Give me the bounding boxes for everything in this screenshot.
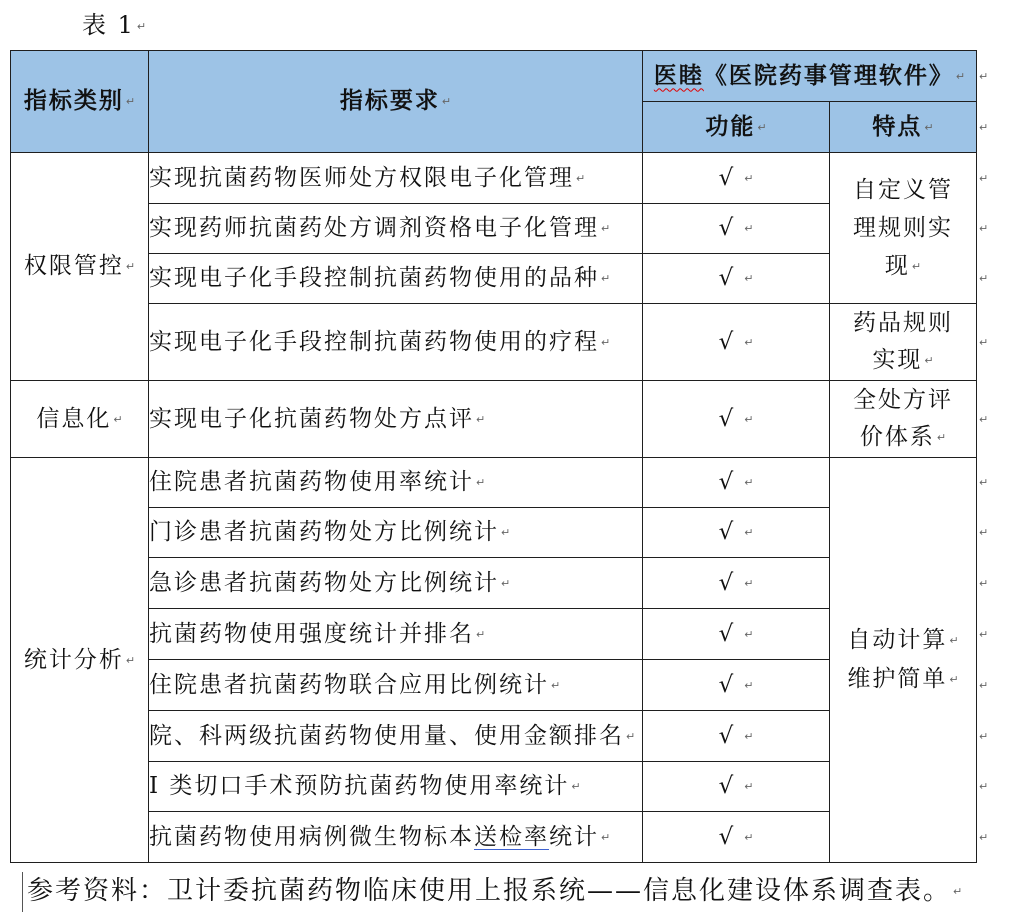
header-requirement-cell: [149, 51, 643, 153]
row-end-mark: [977, 824, 988, 850]
feature-cell: [830, 458, 977, 863]
category-label: 信息化 ↵: [36, 406, 122, 432]
row-end-cell: [977, 458, 1007, 508]
feature-cell: [830, 381, 977, 458]
row-end-mark: [977, 773, 988, 799]
requirement-cell: [149, 711, 643, 762]
requirement-cell: [149, 762, 643, 812]
requirement-text: 实现抗菌药物医师处方权限电子化管理 ↵: [149, 165, 585, 191]
row-end-cell: [977, 204, 1007, 254]
table-caption: 表 1 ↵: [82, 11, 146, 39]
reference-text: 参考资料：卫计委抗菌药物临床使用上报系统——信息化建设体系调查表。 ↵: [27, 876, 962, 906]
row-end-cell: [977, 508, 1007, 558]
row-end-mark: [977, 469, 988, 495]
requirement-cell: [149, 508, 643, 558]
category-label: 统计分析 ↵: [24, 647, 135, 673]
header-feature-cell: [830, 102, 977, 153]
row-end-mark: [977, 114, 988, 140]
requirement-text: 实现电子化手段控制抗菌药物使用的疗程 ↵: [149, 329, 610, 355]
header-software-name: 《医院药事管理软件》 ↵: [704, 62, 965, 89]
header-feature: 特点 ↵: [872, 113, 933, 140]
checkmark: √ ↵: [719, 265, 754, 291]
requirement-text: 抗菌药物使用强度统计并排名 ↵: [149, 621, 485, 647]
requirement-text-grammar-flag: 送检率: [474, 823, 549, 850]
table-row: [11, 381, 1007, 458]
table-row: [11, 153, 1007, 204]
feature-line: 维护简单 ↵: [830, 660, 976, 699]
feature-line: 自动计算 ↵: [830, 621, 976, 660]
checkmark: √ ↵: [719, 406, 754, 432]
checkmark: √ ↵: [719, 723, 754, 749]
requirement-text-part: 抗菌药物使用病例微生物标本: [149, 823, 474, 850]
row-end-mark: [977, 723, 988, 749]
requirement-text: 实现药师抗菌药处方调剂资格电子化管理 ↵: [149, 215, 610, 241]
function-cell: [643, 254, 830, 304]
requirement-text: 门诊患者抗菌药物处方比例统计 ↵: [149, 519, 510, 545]
function-cell: [643, 204, 830, 254]
row-end-cell: [977, 558, 1007, 609]
reference-note: [27, 873, 962, 910]
checkmark: √ ↵: [719, 824, 754, 850]
row-end-cell: [977, 153, 1007, 204]
requirement-text: 院、科两级抗菌药物使用量、使用金额排名 ↵: [149, 723, 635, 749]
checkmark: √ ↵: [719, 519, 754, 545]
row-end-mark: [977, 265, 988, 291]
table-row: [11, 304, 1007, 381]
row-end-cell: [977, 51, 1007, 102]
category-cell-statistics: [11, 458, 149, 863]
checkmark: √ ↵: [719, 215, 754, 241]
header-requirement: 指标要求 ↵: [340, 87, 451, 114]
checkmark: √ ↵: [719, 165, 754, 191]
requirement-text: 实现电子化手段控制抗菌药物使用的品种 ↵: [149, 265, 610, 291]
header-category-cell: [11, 51, 149, 153]
text-cursor: [22, 872, 23, 912]
requirement-text: 住院患者抗菌药物使用率统计 ↵: [149, 469, 485, 495]
requirement-text: 住院患者抗菌药物联合应用比例统计 ↵: [149, 672, 560, 698]
header-category: 指标类别 ↵: [24, 87, 135, 114]
row-end-mark: [977, 329, 988, 355]
requirement-cell: [149, 254, 643, 304]
header-function-cell: [643, 102, 830, 153]
function-cell: [643, 304, 830, 381]
feature-line: 全处方评: [853, 386, 953, 413]
row-end-cell: [977, 102, 1007, 153]
indicator-table: [10, 50, 1007, 863]
row-end-mark: [977, 215, 988, 241]
row-end-cell: [977, 711, 1007, 762]
requirement-cell: [149, 304, 643, 381]
row-end-mark: [977, 672, 988, 698]
feature-line: 实现 ↵: [830, 342, 976, 380]
function-cell: [643, 762, 830, 812]
row-end-cell: [977, 304, 1007, 381]
checkmark: √ ↵: [719, 672, 754, 698]
row-end-mark: [977, 519, 988, 545]
row-end-cell: [977, 609, 1007, 660]
function-cell: [643, 609, 830, 660]
feature-line: 理规则实: [853, 214, 953, 241]
checkmark: √ ↵: [719, 570, 754, 596]
row-end-mark: [977, 621, 988, 647]
function-cell: [643, 508, 830, 558]
requirement-text: 急诊患者抗菌药物处方比例统计 ↵: [149, 570, 510, 596]
category-cell-informatization: [11, 381, 149, 458]
function-cell: [643, 558, 830, 609]
row-end-mark: [977, 570, 988, 596]
function-cell: [643, 711, 830, 762]
checkmark: √ ↵: [719, 621, 754, 647]
function-cell: [643, 660, 830, 711]
row-end-mark: [977, 165, 988, 191]
requirement-text-part: 统计 ↵: [549, 824, 610, 850]
requirement-cell: [149, 558, 643, 609]
header-function: 功能 ↵: [705, 113, 766, 140]
row-end-mark: [977, 63, 988, 89]
category-label: 权限管控 ↵: [24, 253, 135, 279]
requirement-text: I 类切口手术预防抗菌药物使用率统计 ↵: [149, 773, 581, 799]
requirement-cell: [149, 660, 643, 711]
requirement-cell: [149, 204, 643, 254]
header-software-cell: [643, 51, 977, 102]
table-row: [11, 458, 1007, 508]
feature-line: 价体系 ↵: [830, 419, 976, 457]
feature-line: 自定义管: [853, 176, 953, 203]
function-cell: [643, 381, 830, 458]
requirement-cell: [149, 153, 643, 204]
feature-cell: [830, 153, 977, 304]
checkmark: √ ↵: [719, 773, 754, 799]
row-end-cell: [977, 660, 1007, 711]
feature-cell: [830, 304, 977, 381]
feature-line: 现 ↵: [830, 247, 976, 286]
row-end-cell: [977, 254, 1007, 304]
header-row-1: [11, 51, 1007, 102]
row-end-mark: [977, 406, 988, 432]
row-end-cell: [977, 812, 1007, 863]
requirement-cell: [149, 609, 643, 660]
category-cell-permission: [11, 153, 149, 381]
function-cell: [643, 458, 830, 508]
requirement-cell: [149, 381, 643, 458]
row-end-cell: [977, 762, 1007, 812]
header-software-brand: 医睦: [653, 61, 704, 89]
checkmark: √ ↵: [719, 469, 754, 495]
feature-line: 药品规则: [853, 309, 953, 336]
requirement-text: 实现电子化抗菌药物处方点评 ↵: [149, 406, 485, 432]
function-cell: [643, 812, 830, 863]
requirement-cell: [149, 458, 643, 508]
requirement-cell: [149, 812, 643, 863]
row-end-cell: [977, 381, 1007, 458]
checkmark: √ ↵: [719, 329, 754, 355]
function-cell: [643, 153, 830, 204]
caption-line: [82, 8, 146, 44]
